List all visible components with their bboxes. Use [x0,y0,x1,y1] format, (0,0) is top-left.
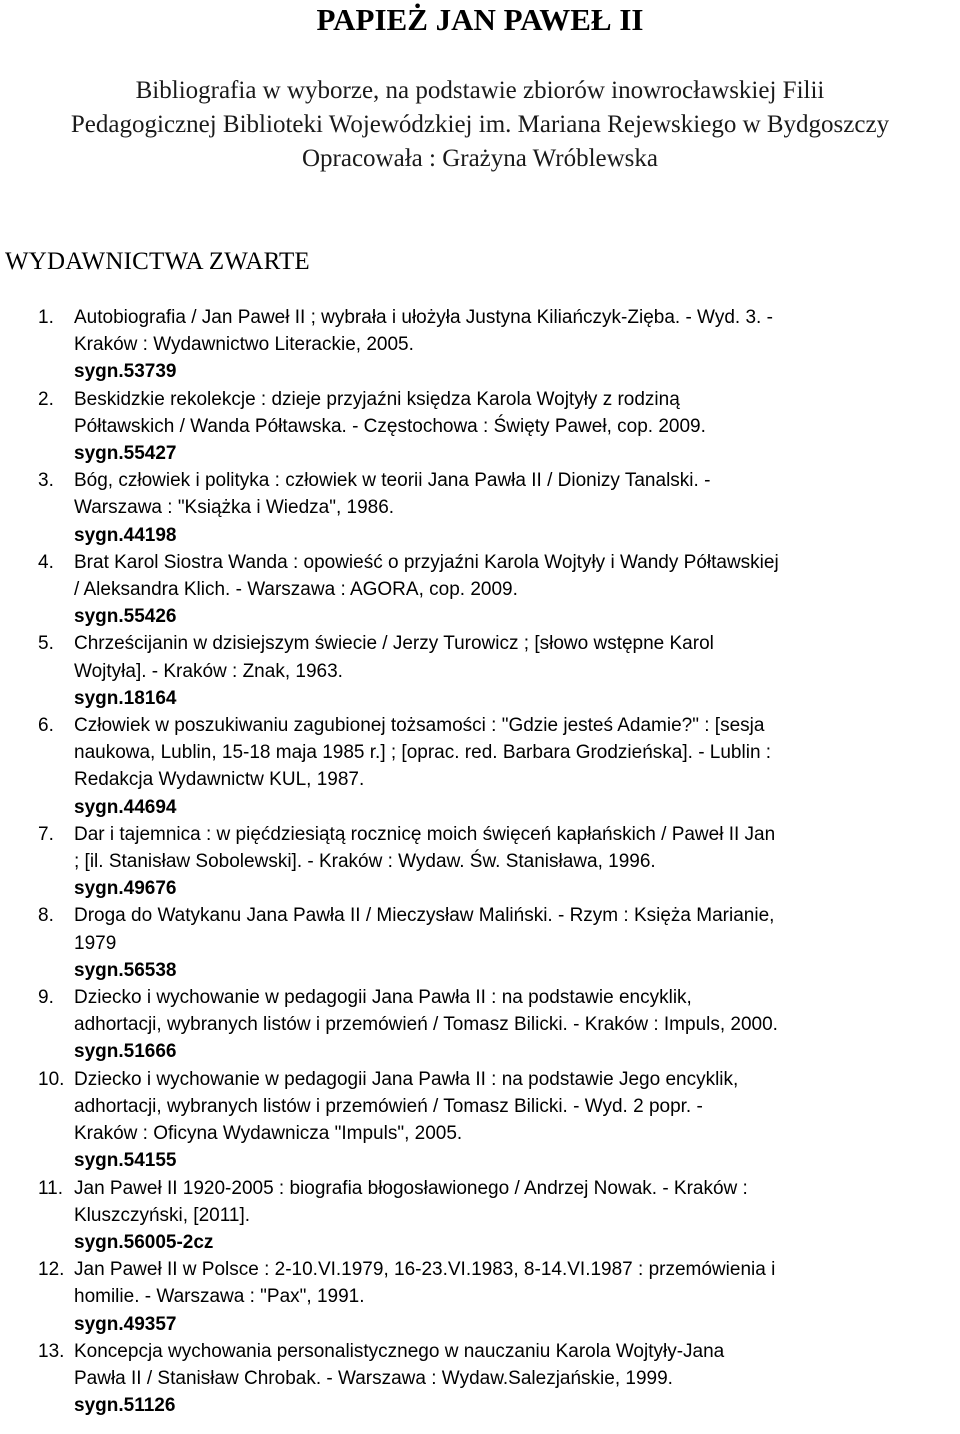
bibliography-entry [0,712,960,821]
entry-text-line: Jan Paweł II w Polsce : 2-10.VI.1979, 16-23.VI.1983, 8-14.VI.1987 : przemówienia i [74,1259,776,1281]
bibliography-entry [0,902,960,984]
entry-text-line: 1979 [74,932,117,954]
entry-number: 1. [38,307,54,328]
entry-call-number: sygn.49357 [74,1313,177,1335]
entry-number: 4. [38,551,54,573]
bibliography-entry [0,1175,960,1257]
entry-text-line: Wojtyła]. - Kraków : Znak, 1963. [74,660,343,682]
entry-number: 11. [38,1177,64,1199]
entry-text-line: Koncepcja wychowania personalistycznego w nauczaniu Karola Wojtyły-Jana [74,1340,725,1362]
bibliography-entry [0,1256,960,1338]
bibliography-entry [0,1066,960,1175]
entry-number: 7. [38,823,54,845]
entry-call-number: sygn.56005-2cz [74,1231,214,1253]
bibliography-entry [0,984,960,1066]
subtitle-line: Opracowała : Grażyna Wróblewska [301,145,659,172]
entry-number: 9. [38,987,54,1009]
section-heading: WYDAWNICTWA ZWARTE [5,248,310,275]
entry-call-number: sygn.55426 [74,606,177,628]
entry-text-line: Autobiografia / Jan Paweł II ; wybrała i ułożyła Justyna Kiliańczyk-Zięba. - Wyd. 3. - [74,307,773,328]
entry-text-line: adhortacji, wybranych listów i przemówień / Tomasz Bilicki. - Kraków : Impuls, 2000. [74,1014,778,1036]
entry-text-line: Chrześcijanin w dzisiejszym świecie / Jerzy Turowicz ; [słowo wstępne Karol [74,633,714,655]
entry-text-line: / Aleksandra Klich. - Warszawa : AGORA, cop. 2009. [74,579,518,601]
entry-text-line: Kluszczyński, [2011]. [74,1204,251,1226]
bibliography-list [0,304,960,1419]
entry-text-line: Półtawskich / Wanda Półtawska. - Częstochowa : Święty Paweł, cop. 2009. [74,415,706,437]
entry-text-line: Kraków : Wydawnictwo Literackie, 2005. [74,334,414,356]
entry-text-line: Kraków : Oficyna Wydawnicza "Impuls", 2005. [74,1123,463,1145]
entry-number: 6. [38,715,54,737]
page-title: PAPIEŻ JAN PAWEŁ II [316,2,644,37]
subtitle-line: Bibliografia w wyborze, na podstawie zbiorów inowrocławskiej Filii [135,77,825,104]
entry-call-number: sygn.51126 [74,1395,176,1417]
bibliography-entry [0,821,960,903]
entry-call-number: sygn.56538 [74,959,177,981]
entry-number: 3. [38,470,54,492]
entry-text-line: Dziecko i wychowanie w pedagogii Jana Pawła II : na podstawie encyklik, [74,987,692,1009]
entry-text-line: Jan Paweł II 1920-2005 : biografia błogosławionego / Andrzej Nowak. - Kraków : [74,1177,748,1199]
bibliography-entry [0,630,960,712]
entry-text-line: naukowa, Lublin, 15-18 maja 1985 r.] ; [oprac. red. Barbara Grodzieńska]. - Lublin : [74,742,772,764]
entry-text-line: Pawła II / Stanisław Chrobak. - Warszawa : Wydaw.Salezjańskie, 1999. [74,1367,673,1389]
entry-text-line: homilie. - Warszawa : "Pax", 1991. [74,1286,365,1308]
entry-call-number: sygn.44198 [74,524,177,546]
entry-text-line: ; [il. Stanisław Sobolewski]. - Kraków : Wydaw. Św. Stanisława, 1996. [74,851,656,873]
subtitle-line: Pedagogicznej Biblioteki Wojewódzkiej im. Mariana Rejewskiego w Bydgoszczy [70,111,890,138]
entry-call-number: sygn.55427 [74,443,177,465]
entry-number: 13. [38,1340,65,1362]
entry-call-number: sygn.53739 [74,361,177,383]
bibliography-entry [0,386,960,468]
bibliography-entry [0,467,960,549]
bibliography-entry [0,549,960,631]
entry-call-number: sygn.44694 [74,796,177,818]
document-subtitle [0,74,960,176]
bibliography-entry [0,1338,960,1420]
bibliography-entry [0,304,960,386]
entry-text-line: Redakcja Wydawnictw KUL, 1987. [74,769,365,791]
entry-text-line: Bóg, człowiek i polityka : człowiek w teorii Jana Pawła II / Dionizy Tanalski. - [74,470,711,492]
entry-text-line: Dar i tajemnica : w pięćdziesiątą rocznicę moich święceń kapłańskich / Paweł II Jan [74,823,776,845]
entry-number: 10. [38,1068,65,1090]
entry-call-number: sygn.49676 [74,878,177,900]
entry-text-line: Dziecko i wychowanie w pedagogii Jana Pawła II : na podstawie Jego encyklik, [74,1068,739,1090]
entry-number: 5. [38,633,54,655]
entry-number: 8. [38,905,54,927]
entry-text-line: Droga do Watykanu Jana Pawła II / Mieczysław Maliński. - Rzym : Księża Marianie, [74,905,775,927]
entry-call-number: sygn.18164 [74,687,177,709]
entry-call-number: sygn.54155 [74,1150,177,1172]
entry-text-line: Brat Karol Siostra Wanda : opowieść o przyjaźni Karola Wojtyły i Wandy Półtawskiej [74,551,779,573]
entry-text-line: Człowiek w poszukiwaniu zagubionej tożsamości : "Gdzie jesteś Adamie?" : [sesja [74,715,765,737]
entry-text-line: adhortacji, wybranych listów i przemówień / Tomasz Bilicki. - Wyd. 2 popr. - [74,1095,703,1117]
entry-number: 2. [38,388,54,410]
entry-text-line: Warszawa : "Książka i Wiedza", 1986. [74,497,395,519]
entry-call-number: sygn.51666 [74,1041,177,1063]
entry-number: 12. [38,1259,65,1281]
entry-text-line: Beskidzkie rekolekcje : dzieje przyjaźni księdza Karola Wojtyły z rodziną [74,388,680,410]
